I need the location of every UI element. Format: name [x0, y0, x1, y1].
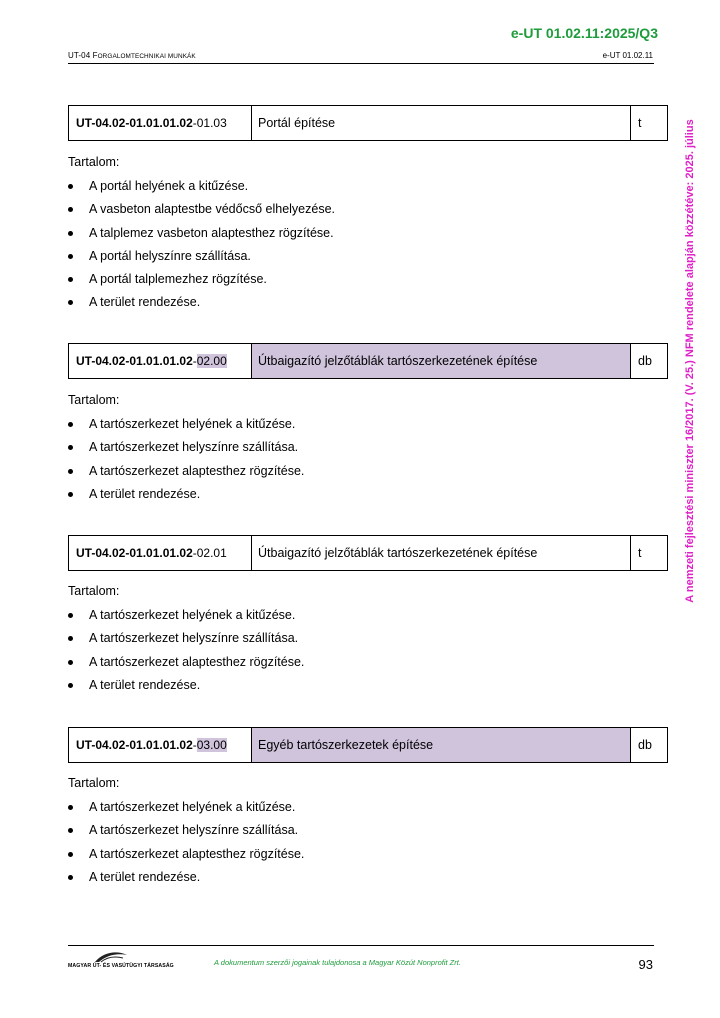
- header-section-title: [68, 51, 196, 60]
- item-code-separator: -: [192, 738, 197, 752]
- list-item-text: A terület rendezése.: [89, 869, 201, 884]
- bullet-icon: [68, 254, 73, 259]
- item-code-table: [68, 343, 668, 379]
- item-title: Útbaigazító jelzőtáblák tartószerkezetének építése: [252, 344, 631, 378]
- list-item-text: A tartószerkezet helyszínre szállítása.: [89, 440, 299, 455]
- content-list: [68, 799, 304, 892]
- content-list: [68, 416, 304, 509]
- list-item-text: A tartószerkezet alaptesthez rögzítése.: [89, 846, 305, 861]
- item-unit: db: [638, 354, 652, 368]
- tartalom-label: Tartalom:: [68, 584, 120, 598]
- bullet-icon: [68, 636, 73, 641]
- bullet-icon: [68, 805, 73, 810]
- list-item-text: A tartószerkezet helyének a kitűzése.: [89, 800, 296, 814]
- bullet-icon: [68, 613, 73, 618]
- item-code-main: UT-04.02-01.01.01.02: [76, 738, 193, 752]
- list-item: [68, 416, 304, 439]
- list-item: [68, 799, 304, 822]
- bullet-icon: [68, 660, 73, 665]
- list-item: [68, 201, 335, 224]
- content-list: [68, 178, 335, 318]
- item-code-table: [68, 727, 668, 763]
- list-item: [68, 846, 304, 869]
- list-item-text: A tartószerkezet helyének a kitűzése.: [89, 608, 296, 622]
- list-item-text: A portál helyszínre szállítása.: [89, 248, 251, 263]
- list-item: [68, 654, 304, 677]
- bullet-icon: [68, 492, 73, 497]
- logo-swoosh-icon: [93, 951, 129, 963]
- list-item: [68, 178, 335, 201]
- list-item: [68, 463, 304, 486]
- list-item-text: A terület rendezése.: [89, 677, 201, 692]
- item-code: [69, 728, 252, 762]
- list-item: [68, 677, 304, 700]
- item-code-main: UT-04.02-01.01.01.02: [76, 116, 193, 130]
- list-item: [68, 607, 304, 630]
- item-title: Útbaigazító jelzőtáblák tartószerkezetének építése: [252, 536, 631, 570]
- item-code: [69, 536, 252, 570]
- list-item-text: A tartószerkezet helyszínre szállítása.: [89, 631, 299, 646]
- item-code-suffix: 02.00: [196, 354, 227, 368]
- item-code-table: [68, 105, 668, 141]
- item-code-suffix: -02.01: [192, 546, 227, 560]
- tartalom-label: Tartalom:: [68, 776, 120, 790]
- list-item: [68, 630, 304, 653]
- list-item: [68, 439, 304, 462]
- item-code-main: UT-04.02-01.01.01.02: [76, 546, 193, 560]
- item-unit: t: [638, 116, 642, 130]
- bullet-icon: [68, 875, 73, 880]
- bullet-icon: [68, 445, 73, 450]
- header-section-title-smallcaps: ORGALOMTECHNIKAI MUNKÁK: [97, 53, 196, 60]
- item-code-separator: -: [192, 354, 197, 368]
- bullet-icon: [68, 231, 73, 236]
- content-list: [68, 607, 304, 700]
- bullet-icon: [68, 184, 73, 189]
- item-code-table: [68, 535, 668, 571]
- side-publication-note-text: A nemzeti fejlesztési miniszter 16/2017. (V. 25.) NFM rendelete alapján közzétéve: 2025. július: [684, 119, 696, 603]
- logo-text: MAGYAR ÚT- ÉS VASÚTÜGYI TÁRSASÁG: [68, 963, 174, 969]
- list-item-text: A tartószerkezet alaptesthez rögzítése.: [89, 463, 305, 478]
- item-code-suffix: 03.00: [196, 738, 227, 752]
- list-item: [68, 869, 304, 892]
- list-item-text: A terület rendezése.: [89, 295, 201, 310]
- page-number: 93: [638, 957, 653, 972]
- list-item: [68, 271, 335, 294]
- item-title: Portál építése: [252, 106, 631, 140]
- list-item: [68, 822, 304, 845]
- bullet-icon: [68, 277, 73, 282]
- bullet-icon: [68, 207, 73, 212]
- bullet-icon: [68, 422, 73, 427]
- list-item-text: A terület rendezése.: [89, 486, 201, 501]
- footer-divider: [68, 945, 654, 946]
- list-item-text: A portál talplemezhez rögzítése.: [89, 272, 267, 287]
- society-logo: [68, 951, 174, 971]
- header-section-title-main: UT-04 F: [68, 51, 98, 60]
- bullet-icon: [68, 852, 73, 857]
- item-title: Egyéb tartószerkezetek építése: [252, 728, 631, 762]
- bullet-icon: [68, 683, 73, 688]
- list-item: [68, 486, 304, 509]
- item-unit: db: [638, 738, 652, 752]
- header-doc-ref: e-UT 01.02.11: [602, 51, 653, 60]
- bullet-icon: [68, 300, 73, 305]
- list-item: [68, 225, 335, 248]
- tartalom-label: Tartalom:: [68, 393, 120, 407]
- list-item-text: A vasbeton alaptestbe védőcső elhelyezése.: [89, 202, 336, 217]
- list-item: [68, 294, 335, 317]
- document-code: e-UT 01.02.11:2025/Q3: [510, 25, 658, 41]
- list-item-text: A tartószerkezet helyének a kitűzése.: [89, 417, 296, 431]
- item-unit: t: [638, 546, 642, 560]
- list-item-text: A tartószerkezet alaptesthez rögzítése.: [89, 654, 305, 669]
- list-item-text: A tartószerkezet helyszínre szállítása.: [89, 823, 299, 838]
- tartalom-label: Tartalom:: [68, 155, 120, 169]
- item-code: [69, 106, 252, 140]
- item-code: [69, 344, 252, 378]
- copyright-note: A dokumentum szerzői jogainak tulajdonosa a Magyar Közút Nonprofit Zrt.: [214, 958, 461, 967]
- item-code-suffix: -01.03: [192, 116, 227, 130]
- item-code-main: UT-04.02-01.01.01.02: [76, 354, 193, 368]
- list-item-text: A talplemez vasbeton alaptesthez rögzítése.: [89, 225, 334, 240]
- bullet-icon: [68, 828, 73, 833]
- header-divider: [68, 63, 654, 64]
- list-item-text: A portál helyének a kitűzése.: [89, 179, 249, 193]
- bullet-icon: [68, 469, 73, 474]
- list-item: [68, 248, 335, 271]
